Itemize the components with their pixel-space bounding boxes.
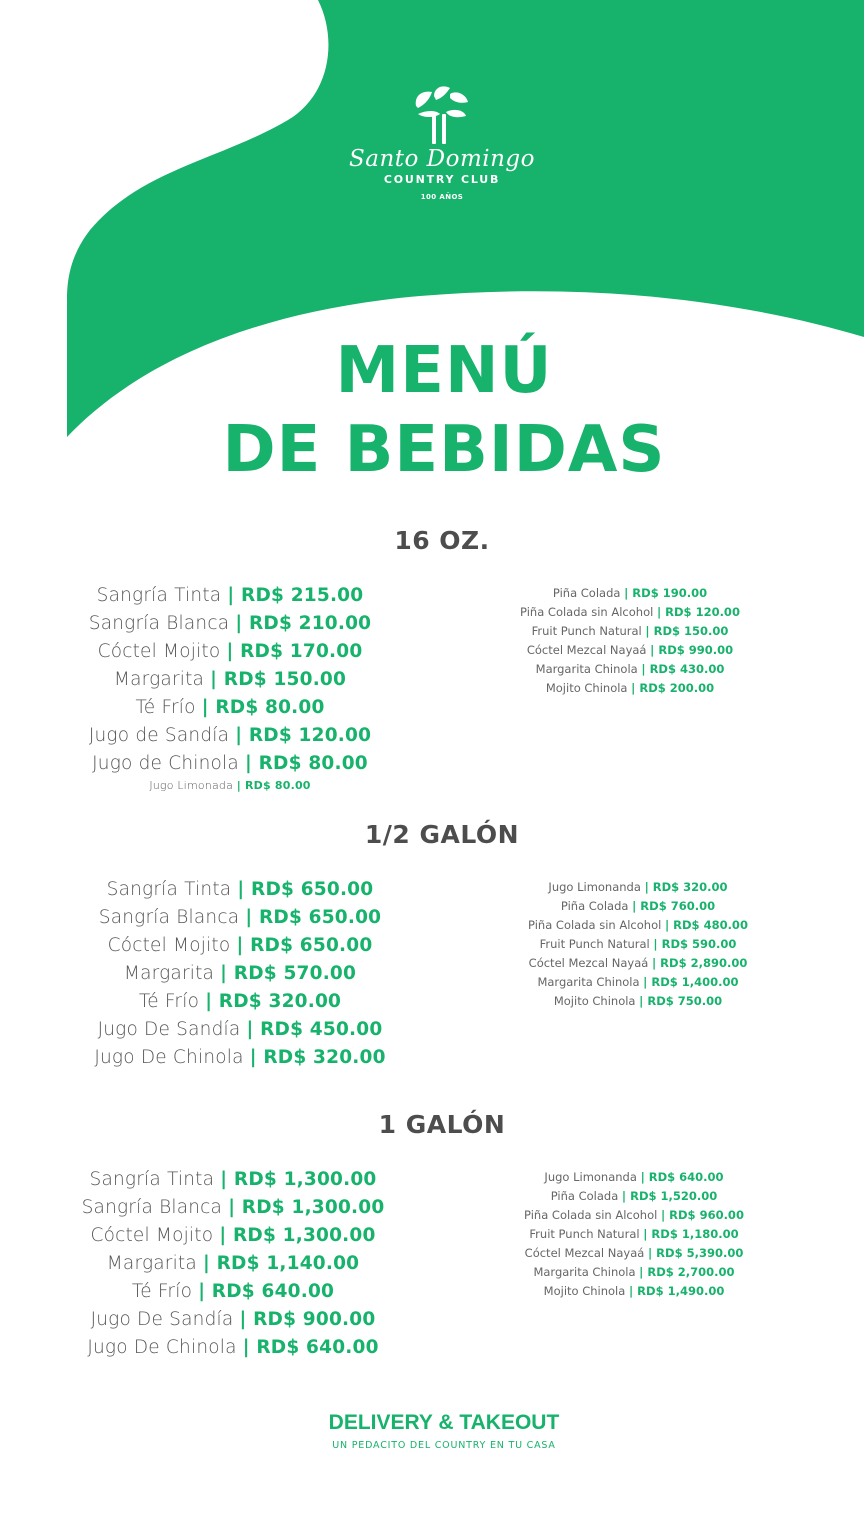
menu-item: Piña Colada | RD$ 1,520.00 <box>550 1189 718 1203</box>
menu-item: Jugo De Sandía | RD$ 450.00 <box>97 1019 383 1040</box>
menu-item: Fruit Punch Natural | RD$ 590.00 <box>539 937 737 951</box>
menu-item: Jugo de Chinola | RD$ 80.00 <box>92 753 368 774</box>
brand-script-name: Santo Domingo <box>348 146 536 172</box>
menu-item: Jugo Limonanda | RD$ 320.00 <box>548 880 728 894</box>
menu-item: Sangría Blanca | RD$ 210.00 <box>88 613 372 634</box>
section-half-gallon-right-list <box>488 878 788 1011</box>
section-half-gallon-left-list <box>70 876 410 1072</box>
footer-subtitle: UN PEDACITO DEL COUNTRY EN TU CASA <box>332 1440 556 1451</box>
menu-item: Sangría Tinta | RD$ 215.00 <box>96 585 364 606</box>
menu-item: Margarita | RD$ 570.00 <box>123 963 357 984</box>
menu-item: Jugo de Sandía | RD$ 120.00 <box>88 725 372 746</box>
menu-item: Jugo De Chinola | RD$ 640.00 <box>87 1337 379 1358</box>
section-one-gallon-right-list <box>484 1168 784 1301</box>
menu-item: Jugo De Chinola | RD$ 320.00 <box>94 1047 386 1068</box>
menu-item: Té Frío | RD$ 80.00 <box>135 697 325 718</box>
menu-item: Cóctel Mojito | RD$ 170.00 <box>97 641 363 662</box>
menu-item: Jugo Limonanda | RD$ 640.00 <box>544 1170 724 1184</box>
section-title-16oz: 16 OZ. <box>394 526 490 555</box>
menu-item: Cóctel Mezcal Nayaá | RD$ 990.00 <box>526 643 734 657</box>
menu-item: Margarita | RD$ 1,140.00 <box>106 1253 360 1274</box>
palm-tree-icon <box>406 84 478 148</box>
menu-item: Sangría Tinta | RD$ 650.00 <box>106 879 374 900</box>
section-title-one-gallon: 1 GALÓN <box>378 1110 506 1139</box>
menu-item: Fruit Punch Natural | RD$ 1,180.00 <box>529 1227 739 1241</box>
country-club-logo <box>332 84 552 224</box>
menu-item: Sangría Blanca | RD$ 1,300.00 <box>81 1197 385 1218</box>
menu-item: Margarita Chinola | RD$ 1,400.00 <box>537 975 739 989</box>
footer-title: DELIVERY & TAKEOUT <box>328 1411 560 1434</box>
menu-item: Cóctel Mojito | RD$ 650.00 <box>107 935 373 956</box>
section-one-gallon-left-list <box>63 1166 403 1362</box>
menu-title-line1: MENÚ <box>335 334 553 408</box>
menu-item: Piña Colada | RD$ 760.00 <box>560 899 716 913</box>
brand-anniversary: 100 AÑOS <box>420 193 464 201</box>
menu-item: Piña Colada sin Alcohol | RD$ 480.00 <box>528 918 748 932</box>
menu-item: Fruit Punch Natural | RD$ 150.00 <box>531 624 729 638</box>
menu-item: Piña Colada | RD$ 190.00 <box>552 586 708 600</box>
menu-item: Té Frío | RD$ 640.00 <box>131 1281 335 1302</box>
section-title-half-gallon: 1/2 GALÓN <box>364 820 520 849</box>
menu-item: Mojito Chinola | RD$ 1,490.00 <box>543 1284 725 1298</box>
menu-item: Margarita | RD$ 150.00 <box>113 669 347 690</box>
menu-item: Cóctel Mezcal Nayaá | RD$ 2,890.00 <box>528 956 748 970</box>
menu-item: Mojito Chinola | RD$ 750.00 <box>553 994 723 1008</box>
menu-item: Margarita Chinola | RD$ 430.00 <box>535 662 725 676</box>
section-16oz-left-list <box>60 582 400 794</box>
menu-item: Jugo De Sandía | RD$ 900.00 <box>90 1309 376 1330</box>
menu-item: Mojito Chinola | RD$ 200.00 <box>545 681 715 695</box>
menu-item: Cóctel Mezcal Nayaá | RD$ 5,390.00 <box>524 1246 744 1260</box>
brand-club-name: COUNTRY CLUB <box>383 173 501 186</box>
menu-item: Sangría Blanca | RD$ 650.00 <box>98 907 382 928</box>
menu-item: Jugo Limonada | RD$ 80.00 <box>149 779 311 792</box>
menu-item: Té Frío | RD$ 320.00 <box>138 991 342 1012</box>
menu-item: Piña Colada sin Alcohol | RD$ 960.00 <box>524 1208 744 1222</box>
menu-item: Cóctel Mojito | RD$ 1,300.00 <box>90 1225 376 1246</box>
menu-item: Piña Colada sin Alcohol | RD$ 120.00 <box>520 605 740 619</box>
menu-item: Margarita Chinola | RD$ 2,700.00 <box>533 1265 735 1279</box>
section-16oz-right-list <box>480 584 780 698</box>
menu-item: Sangría Tinta | RD$ 1,300.00 <box>89 1169 377 1190</box>
menu-title-line2: DE BEBIDAS <box>222 413 666 487</box>
